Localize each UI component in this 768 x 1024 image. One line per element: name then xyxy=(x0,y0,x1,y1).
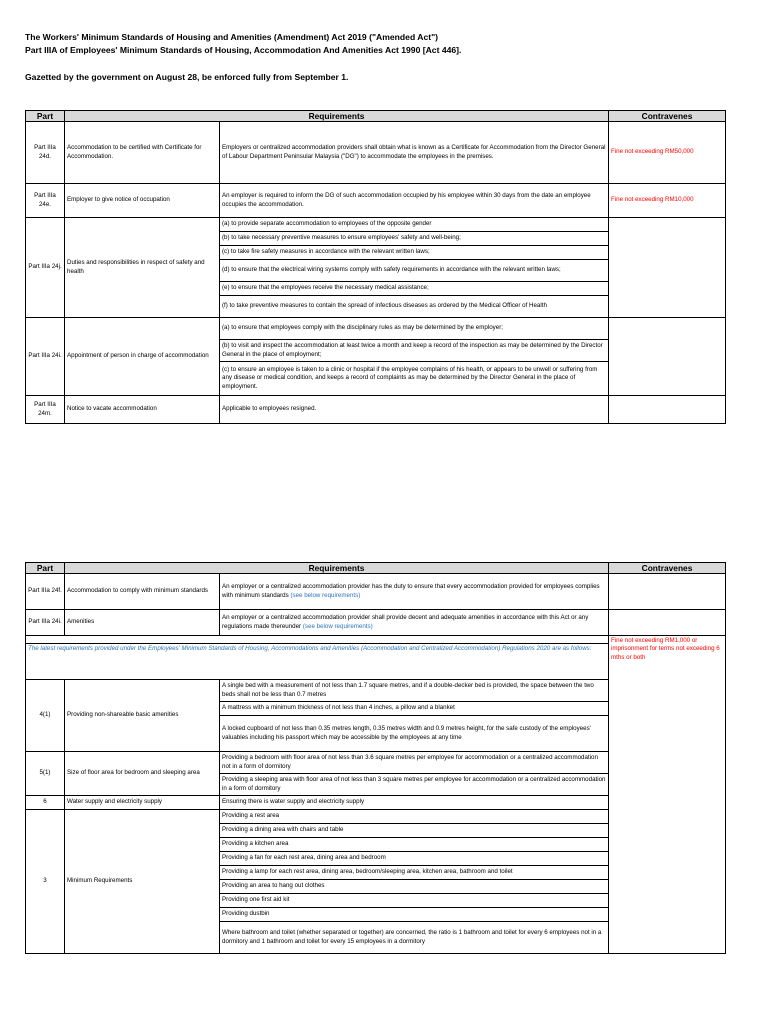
section-title: Providing non-shareable basic amenities xyxy=(65,680,220,752)
requirement-text: Providing a kitchen area xyxy=(220,838,609,852)
col-header-requirements: Requirements xyxy=(65,111,609,122)
requirement-text: Providing an area to hang out clothes xyxy=(220,880,609,894)
table-row xyxy=(26,574,726,610)
gazette-note: Gazetted by the government on August 28, be enforced fully from September 1. xyxy=(25,72,349,82)
act-subtitle: Part IIIA of Employees' Minimum Standards of Housing, Accommodation And Amenities Act 1990 [Act 446]. xyxy=(25,45,462,55)
table-row xyxy=(26,184,726,218)
part-cell: Part IIIa 24d. xyxy=(26,122,65,184)
contravenes-cell: Fine not exceeding RM10,000 xyxy=(609,184,726,218)
col-header-part: Part xyxy=(26,563,65,574)
requirement-cell xyxy=(220,574,609,610)
regulation-number: 6 xyxy=(26,796,65,810)
requirement-text: (c) to ensure an employee is taken to a clinic or hospital if the employee complains of his health, or appears to be unwell or suffering from any disease or medical condition, and keeps a record of complaints as may be determined by the Director General in the place of employment. xyxy=(220,362,609,396)
requirement-text: (d) to ensure that the electrical wiring systems comply with safety requirements in accordance with the relevant written laws; xyxy=(220,260,609,282)
contravenes-cell xyxy=(609,318,726,396)
requirement-text: Where bathroom and toilet (whether separated or together) are concerned, the ratio is 1 bathroom and toilet for every 6 employees not in a dormitory and 1 bathroom and toilet for every 15 employees in a dormitory xyxy=(220,922,609,954)
requirement-text: An employer or a centralized accommodation provider has the duty to ensure that every accommodation provided for employees complies with minimum standards xyxy=(222,583,600,599)
contravenes-cell xyxy=(609,610,726,636)
requirement-text: Providing a dining area with chairs and table xyxy=(220,824,609,838)
requirement-text: Applicable to employees resigned. xyxy=(220,396,609,424)
contravenes-cell xyxy=(609,396,726,424)
requirement-text: An employer is required to inform the DG of such accommodation occupied by his employee within 30 days from the date an employee occupies the accommodation. xyxy=(220,184,609,218)
contravenes-cell: Fine not exceeding RM1,000 or imprisonment for terms not exceeding 6 mths or both xyxy=(609,636,726,954)
section-title: Notice to vacate accommodation xyxy=(65,396,220,424)
section-title: Employer to give notice of occupation xyxy=(65,184,220,218)
requirement-text: Providing a fan for each rest area, dining area and bedroom xyxy=(220,852,609,866)
section-title: Size of floor area for bedroom and sleeping area xyxy=(65,752,220,796)
see-below-link: (see below requirements) xyxy=(290,591,361,599)
section-title: Minimum Requirements xyxy=(65,810,220,954)
requirement-text: (e) to ensure that the employees receive the necessary medical assistance; xyxy=(220,282,609,296)
contravenes-cell xyxy=(609,574,726,610)
part-cell: Part IIIa 24i. xyxy=(26,610,65,636)
table-row xyxy=(26,396,726,424)
requirement-text: (b) to visit and inspect the accommodation at least twice a month and keep a record of the inspection as may be determined by the Director General in the place of employment; xyxy=(220,340,609,362)
contravenes-cell: Fine not exceeding RM50,000 xyxy=(609,122,726,184)
requirement-text: (c) to take fire safety measures in accordance with the relevant written laws; xyxy=(220,246,609,260)
requirement-text: An employer or a centralized accommodation provider shall provide decent and adequate amenities in accordance with this Act or any regulations made thereunder xyxy=(222,614,589,630)
regulation-number: 4(1) xyxy=(26,680,65,752)
requirement-text: A mattress with a minimum thickness of not less than 4 inches, a pillow and a blanket xyxy=(220,702,609,716)
part-cell: Part IIIa 24m. xyxy=(26,396,65,424)
section-title: Accommodation to comply with minimum standards xyxy=(65,574,220,610)
section-title: Amenities xyxy=(65,610,220,636)
requirement-text: Employers or centralized accommodation providers shall obtain what is known as a Certificate for Accommodation from the Director General of Labour Department Peninsular Malaysia ("DG") to accommodate the employees in the premises. xyxy=(220,122,609,184)
requirement-text: A locked cupboard of not less than 0.35 metres length, 0.35 metres width and 0.9 metres height, for the safe custody of the employees' valuables including his passport which may be accessible by the employees at any time xyxy=(220,716,609,752)
regulation-number: 5(1) xyxy=(26,752,65,796)
section-title: Appointment of person in charge of accommodation xyxy=(65,318,220,396)
requirement-text: Providing dustbin xyxy=(220,908,609,922)
section-title: Water supply and electricity supply xyxy=(65,796,220,810)
col-header-contravenes: Contravenes xyxy=(609,111,726,122)
requirements-table-2 xyxy=(25,562,726,954)
section-title: Duties and responsibilities in respect of safety and health xyxy=(65,218,220,318)
requirements-table-1 xyxy=(25,110,726,424)
requirement-text: Providing a rest area xyxy=(220,810,609,824)
table-row xyxy=(26,218,726,232)
part-cell: Part IIIa 24e. xyxy=(26,184,65,218)
requirement-text: (f) to take preventive measures to contain the spread of infectious diseases as ordered by the Medical Officer of Health xyxy=(220,296,609,318)
see-below-link: (see below requirements) xyxy=(302,622,373,630)
regulations-note: The latest requirements provided under the Employees' Minimum Standards of Housing, Accommodations and Amenities (Accommodation and Centralized Accommodation) Regulations 2020 are as follows: xyxy=(26,644,609,680)
regulation-number: 3 xyxy=(26,810,65,954)
requirement-cell xyxy=(220,610,609,636)
part-cell: Part IIIa 24f. xyxy=(26,574,65,610)
requirement-text: Providing one first aid kit xyxy=(220,894,609,908)
section-title: Accommodation to be certified with Certificate for Accommodation. xyxy=(65,122,220,184)
col-header-contravenes: Contravenes xyxy=(609,563,726,574)
requirement-text: (a) to ensure that employees comply with the disciplinary rules as may be determined by the employer; xyxy=(220,318,609,340)
col-header-part: Part xyxy=(26,111,65,122)
part-cell: Part IIIa 24i. xyxy=(26,318,65,396)
requirement-text: A single bed with a measurement of not less than 1.7 square metres, and if a double-decker bed is provided, the space between the two beds shall not be less than 0.7 metres xyxy=(220,680,609,702)
contravenes-cell xyxy=(609,218,726,318)
act-title: The Workers' Minimum Standards of Housing and Amenities (Amendment) Act 2019 ("Amended Act") xyxy=(25,32,439,42)
requirement-text: Ensuring there is water supply and electricity supply xyxy=(220,796,609,810)
table-row xyxy=(26,122,726,184)
requirement-text: (b) to take necessary preventive measures to ensure employees' safety and well-being; xyxy=(220,232,609,246)
col-header-requirements: Requirements xyxy=(65,563,609,574)
table-row xyxy=(26,318,726,340)
requirement-text: Providing a bedroom with floor area of not less than 3.6 square metres per employee for accommodation or a centralized accommodation not in a form of dormitory xyxy=(220,752,609,774)
table-row xyxy=(26,610,726,636)
part-cell: Part IIIa 24j. xyxy=(26,218,65,318)
spacer-row xyxy=(26,636,726,644)
spacer-cell xyxy=(26,636,609,644)
requirement-text: Providing a lamp for each rest area, dining area, bedroom/sleeping area, kitchen area, bathroom and toilet xyxy=(220,866,609,880)
requirement-text: Providing a sleeping area with floor area of not less than 3 square metres per employee for accommodation or a centralized accommodation in a form of dormitory xyxy=(220,774,609,796)
requirement-text: (a) to provide separate accommodation to employees of the opposite gender xyxy=(220,218,609,232)
